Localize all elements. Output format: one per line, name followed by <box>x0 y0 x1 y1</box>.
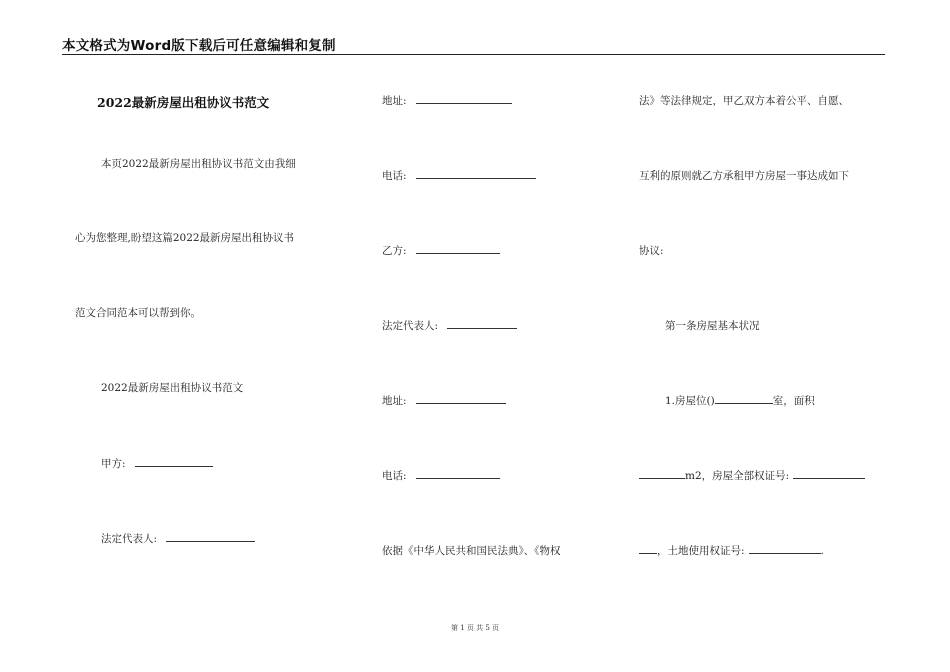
ownership-cert-label: m2，房屋全部权证号: <box>685 470 790 482</box>
law-text-line-3: 协议: <box>639 245 664 257</box>
law-text-line-2: 互利的原则就乙方承租甲方房屋一事达成如下 <box>639 170 849 182</box>
line-end-period: . <box>820 545 824 557</box>
party-a-blank <box>135 457 213 467</box>
legal-rep-line-2 <box>382 318 517 333</box>
document-header <box>62 34 885 55</box>
legal-rep-blank-2 <box>447 319 517 329</box>
phone-blank-1 <box>416 169 536 179</box>
cert-continue-blank <box>639 544 657 554</box>
address-line-1 <box>382 93 512 108</box>
intro-line-1: 本页2022最新房屋出租协议书范文由我细 <box>101 158 296 170</box>
phone-label-2: 电话: <box>382 470 407 482</box>
legal-rep-label: 法定代表人: <box>101 533 158 545</box>
room-area-label: 室，面积 <box>772 395 815 407</box>
land-cert-blank <box>749 544 821 554</box>
header-text: 本文格式为Word版下载后可任意编辑和复制 <box>62 38 336 54</box>
address-line-2 <box>382 393 506 408</box>
land-cert-label: ，土地使用权证号: <box>657 545 745 557</box>
phone-blank-2 <box>416 469 500 479</box>
address-label-2: 地址: <box>382 395 407 407</box>
address-label-1: 地址: <box>382 95 407 107</box>
subtitle: 2022最新房屋出租协议书范文 <box>101 382 244 394</box>
house-location-blank <box>715 394 773 404</box>
area-blank <box>639 469 685 479</box>
phone-label-1: 电话: <box>382 170 407 182</box>
phone-line-2 <box>382 468 500 483</box>
article-1-heading: 第一条房屋基本状况 <box>665 320 760 332</box>
phone-line-1 <box>382 168 536 183</box>
legal-rep-blank <box>166 532 255 542</box>
intro-line-2: 心为您整理,盼望这篇2022最新房屋出租协议书 <box>75 232 295 244</box>
party-b-line <box>382 243 500 258</box>
party-a-label: 甲方: <box>101 458 126 470</box>
ownership-cert-blank <box>793 469 865 479</box>
item-1-line-c <box>639 543 824 558</box>
house-location-label: 1.房屋位() <box>665 395 715 407</box>
party-b-label: 乙方: <box>382 245 407 257</box>
legal-rep-label-2: 法定代表人: <box>382 320 439 332</box>
item-1-line-a <box>665 393 815 408</box>
document-title: 2022最新房屋出租协议书范文 <box>97 95 270 110</box>
page-footer: 第 1 页 共 5 页 <box>450 624 500 632</box>
legal-rep-line <box>101 531 255 546</box>
party-a-line <box>101 456 213 471</box>
address-blank-1 <box>416 94 512 104</box>
law-text-line-1: 法》等法律规定，甲乙双方本着公平、自愿、 <box>639 95 849 107</box>
address-blank-2 <box>416 394 506 404</box>
legal-basis-line: 依据《中华人民共和国民法典》、《物权 <box>382 545 561 557</box>
intro-line-3: 范文合同范本可以帮到你。 <box>75 307 201 319</box>
party-b-blank <box>416 244 500 254</box>
item-1-line-b <box>639 468 865 483</box>
